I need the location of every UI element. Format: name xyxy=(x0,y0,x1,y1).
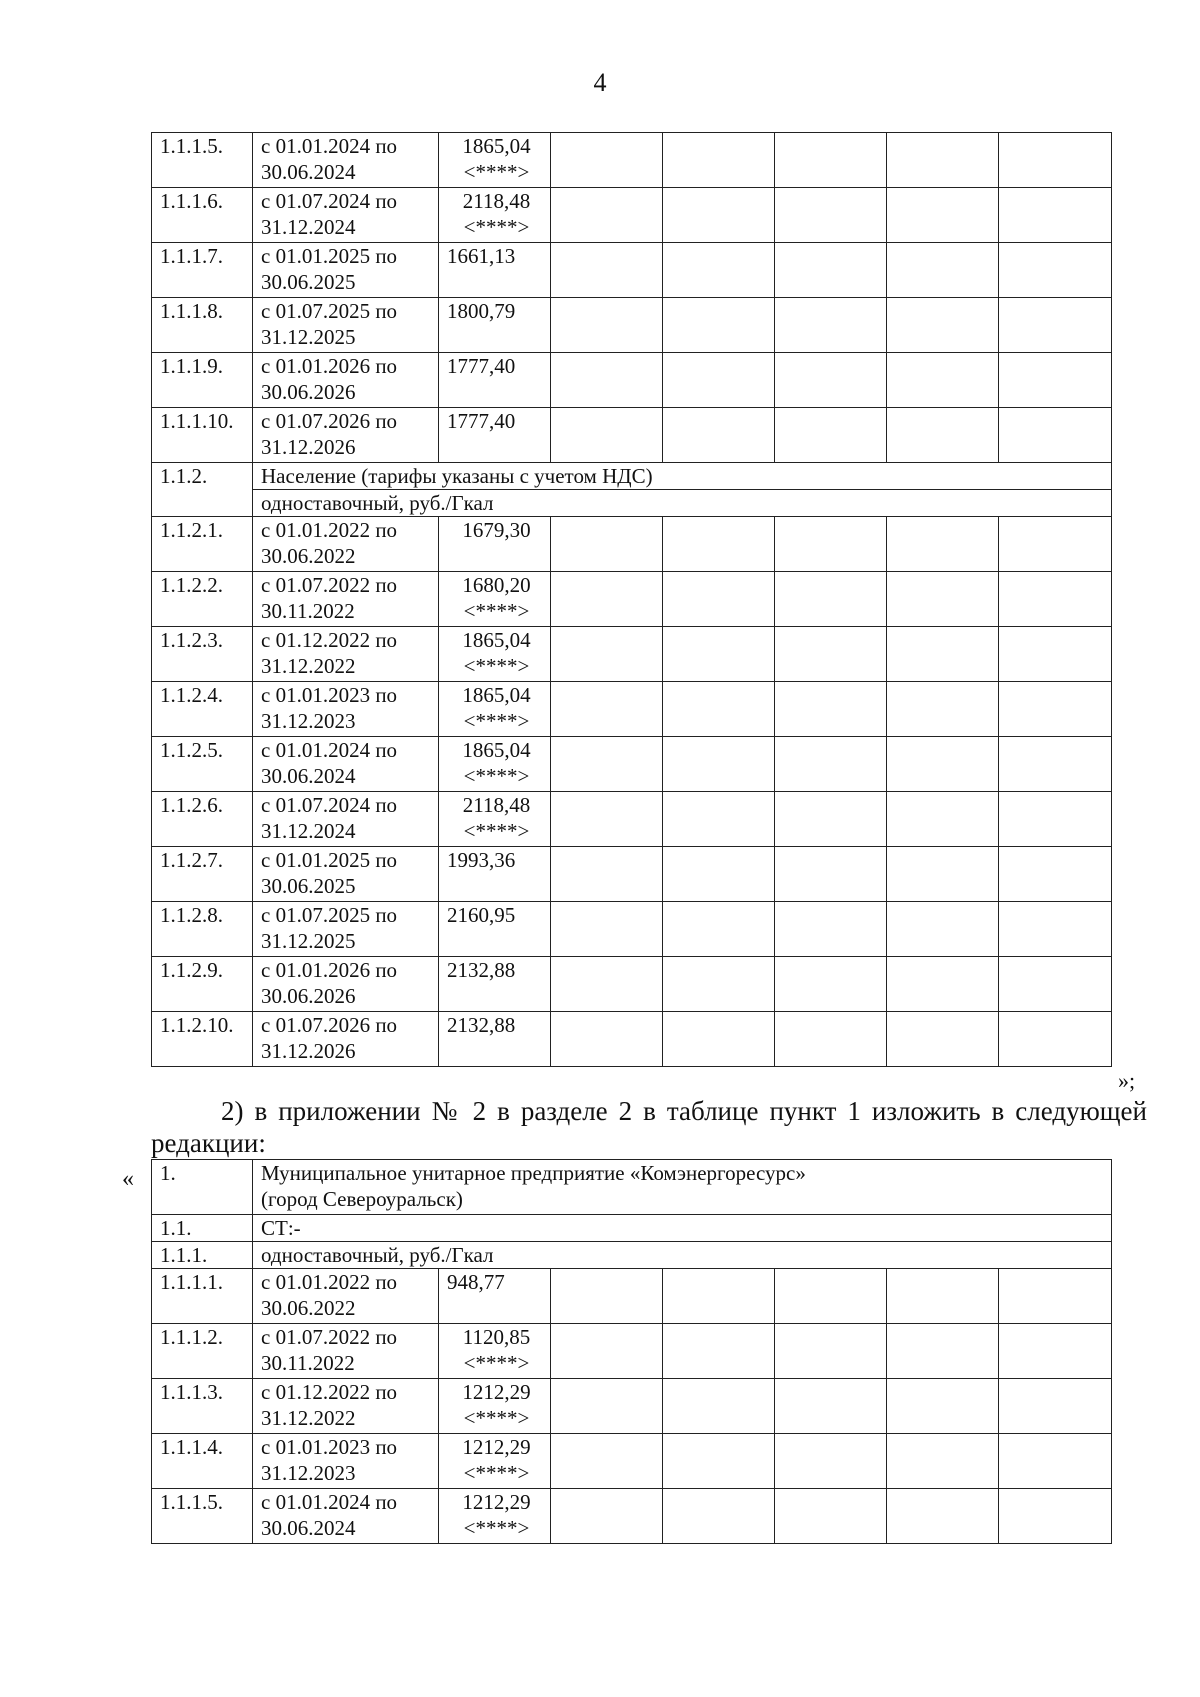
empty-cell xyxy=(663,1269,775,1324)
period-cell xyxy=(253,188,439,243)
empty-cell xyxy=(887,133,999,188)
empty-cell xyxy=(999,517,1112,572)
empty-cell xyxy=(663,133,775,188)
period-end: 31.12.2023 xyxy=(261,709,356,733)
tariff-value: 1865,04 xyxy=(462,628,531,652)
period-end: 31.12.2022 xyxy=(261,654,356,678)
empty-cell xyxy=(551,133,663,188)
table-row xyxy=(152,353,1112,408)
tariff-value: 1120,85 xyxy=(462,1325,531,1349)
period-cell xyxy=(253,627,439,682)
table-row xyxy=(152,133,1112,188)
period-cell xyxy=(253,737,439,792)
row-number: 1.1.2.5. xyxy=(152,737,253,792)
period-start: с 01.01.2022 по xyxy=(261,1270,398,1294)
footnote-marker: <****> xyxy=(463,160,530,184)
empty-cell xyxy=(775,1434,887,1489)
tariff-value: 1777,40 xyxy=(447,354,516,378)
tariff-value: 2132,88 xyxy=(447,1013,516,1037)
empty-cell xyxy=(551,737,663,792)
tariff-value: 2118,48 xyxy=(462,189,531,213)
tariff-value-cell xyxy=(439,133,551,188)
empty-cell xyxy=(663,902,775,957)
table-row xyxy=(152,188,1112,243)
tariff-value: 2132,88 xyxy=(447,958,516,982)
ct-number: 1.1. xyxy=(152,1215,253,1242)
tariff-value-cell xyxy=(439,1012,551,1067)
empty-cell xyxy=(887,188,999,243)
period-start: с 01.07.2025 по xyxy=(261,903,398,927)
period-start: с 01.01.2026 по xyxy=(261,354,398,378)
empty-cell xyxy=(663,188,775,243)
row-number: 1.1.1.6. xyxy=(152,188,253,243)
footnote-marker: <****> xyxy=(463,819,530,843)
period-cell xyxy=(253,408,439,463)
unit-label: одноставочный, руб./Гкал xyxy=(253,1242,1112,1269)
empty-cell xyxy=(999,1489,1112,1544)
empty-cell xyxy=(775,1269,887,1324)
tariff-value-cell xyxy=(439,792,551,847)
tariff-value: 1212,29 xyxy=(462,1380,531,1404)
empty-cell xyxy=(887,1269,999,1324)
empty-cell xyxy=(887,243,999,298)
footnote-marker: <****> xyxy=(463,1516,530,1540)
tariff-value: 1212,29 xyxy=(462,1435,531,1459)
table-row xyxy=(152,517,1112,572)
empty-cell xyxy=(775,627,887,682)
footnote-marker: <****> xyxy=(463,215,530,239)
empty-cell xyxy=(999,1324,1112,1379)
tariff-value-cell xyxy=(439,847,551,902)
tariff-value: 1865,04 xyxy=(462,738,531,762)
period-end: 30.06.2024 xyxy=(261,160,356,184)
empty-cell xyxy=(663,627,775,682)
empty-cell xyxy=(887,1012,999,1067)
section-title: Население (тарифы указаны с учетом НДС) xyxy=(253,463,1112,490)
period-start: с 01.01.2024 по xyxy=(261,738,398,762)
empty-cell xyxy=(775,682,887,737)
empty-cell xyxy=(663,1012,775,1067)
period-end: 31.12.2024 xyxy=(261,215,356,239)
footnote-marker: <****> xyxy=(463,1406,530,1430)
ct-label: СТ:- xyxy=(253,1215,1112,1242)
empty-cell xyxy=(551,188,663,243)
period-start: с 01.07.2024 по xyxy=(261,793,398,817)
empty-cell xyxy=(663,737,775,792)
row-number: 1.1.1.7. xyxy=(152,243,253,298)
period-end: 30.06.2022 xyxy=(261,1296,356,1320)
row-number: 1.1.1.5. xyxy=(152,1489,253,1544)
empty-cell xyxy=(663,408,775,463)
org-name-line-2: (город Североуральск) xyxy=(261,1187,463,1211)
period-cell xyxy=(253,1434,439,1489)
row-number: 1.1.1.3. xyxy=(152,1379,253,1434)
empty-cell xyxy=(999,682,1112,737)
table-row xyxy=(152,847,1112,902)
period-end: 31.12.2025 xyxy=(261,929,356,953)
tariff-value-cell xyxy=(439,298,551,353)
period-cell xyxy=(253,847,439,902)
period-cell xyxy=(253,1489,439,1544)
period-start: с 01.07.2026 по xyxy=(261,409,398,433)
empty-cell xyxy=(999,572,1112,627)
empty-cell xyxy=(551,627,663,682)
row-number: 1.1.2.8. xyxy=(152,902,253,957)
empty-cell xyxy=(775,298,887,353)
period-start: с 01.07.2022 по xyxy=(261,1325,398,1349)
tariff-value: 1800,79 xyxy=(447,299,516,323)
tariff-value: 948,77 xyxy=(447,1270,505,1294)
period-end: 30.11.2022 xyxy=(261,1351,355,1375)
empty-cell xyxy=(999,1434,1112,1489)
empty-cell xyxy=(775,792,887,847)
table-row xyxy=(152,572,1112,627)
empty-cell xyxy=(999,737,1112,792)
period-cell xyxy=(253,792,439,847)
empty-cell xyxy=(663,1434,775,1489)
table-row xyxy=(152,1012,1112,1067)
period-start: с 01.01.2025 по xyxy=(261,848,398,872)
empty-cell xyxy=(999,847,1112,902)
table-row xyxy=(152,298,1112,353)
period-start: с 01.07.2025 по xyxy=(261,299,398,323)
empty-cell xyxy=(999,408,1112,463)
tariff-value-cell xyxy=(439,737,551,792)
empty-cell xyxy=(551,957,663,1012)
empty-cell xyxy=(775,517,887,572)
row-number: 1.1.2.7. xyxy=(152,847,253,902)
period-cell xyxy=(253,682,439,737)
tariff-value-cell xyxy=(439,408,551,463)
org-name-line-1: Муниципальное унитарное предприятие «Комэнергоресурс» xyxy=(261,1161,806,1185)
empty-cell xyxy=(775,572,887,627)
empty-cell xyxy=(887,1324,999,1379)
table-row xyxy=(152,408,1112,463)
table-row xyxy=(152,957,1112,1012)
empty-cell xyxy=(999,243,1112,298)
empty-cell xyxy=(551,1324,663,1379)
footnote-marker: <****> xyxy=(463,654,530,678)
period-cell xyxy=(253,1379,439,1434)
period-start: с 01.07.2024 по xyxy=(261,189,398,213)
empty-cell xyxy=(887,572,999,627)
tariff-value: 2118,48 xyxy=(462,793,531,817)
table-row xyxy=(152,1434,1112,1489)
period-cell xyxy=(253,957,439,1012)
empty-cell xyxy=(663,1489,775,1544)
tariff-value-cell xyxy=(439,353,551,408)
empty-cell xyxy=(999,792,1112,847)
empty-cell xyxy=(999,627,1112,682)
period-start: с 01.01.2025 по xyxy=(261,244,398,268)
empty-cell xyxy=(551,1012,663,1067)
empty-cell xyxy=(663,682,775,737)
period-cell xyxy=(253,133,439,188)
period-start: с 01.07.2022 по xyxy=(261,573,398,597)
period-end: 30.11.2022 xyxy=(261,599,355,623)
empty-cell xyxy=(775,353,887,408)
tariff-value-cell xyxy=(439,1269,551,1324)
tariff-value-cell xyxy=(439,1324,551,1379)
period-cell xyxy=(253,1012,439,1067)
org-name xyxy=(253,1160,1112,1215)
period-start: с 01.01.2024 по xyxy=(261,1490,398,1514)
empty-cell xyxy=(775,133,887,188)
row-number: 1.1.1.5. xyxy=(152,133,253,188)
row-number: 1.1.1.10. xyxy=(152,408,253,463)
closing-quote: »; xyxy=(1118,1068,1136,1093)
tariff-value: 1777,40 xyxy=(447,409,516,433)
empty-cell xyxy=(663,243,775,298)
empty-cell xyxy=(999,133,1112,188)
empty-cell xyxy=(775,1379,887,1434)
tariff-table-1 xyxy=(151,132,1112,1067)
row-number: 1.1.2.10. xyxy=(152,1012,253,1067)
empty-cell xyxy=(999,1379,1112,1434)
tariff-value: 1661,13 xyxy=(447,244,516,268)
footnote-marker: <****> xyxy=(463,764,530,788)
footnote-marker: <****> xyxy=(463,1351,530,1375)
period-cell xyxy=(253,572,439,627)
tariff-value-cell xyxy=(439,572,551,627)
tariff-value: 1993,36 xyxy=(447,848,516,872)
tariff-value-cell xyxy=(439,682,551,737)
empty-cell xyxy=(999,298,1112,353)
tariff-value-cell xyxy=(439,1434,551,1489)
tariff-value-cell xyxy=(439,188,551,243)
page-number: 4 xyxy=(593,68,607,97)
period-start: с 01.07.2026 по xyxy=(261,1013,398,1037)
empty-cell xyxy=(887,517,999,572)
row-number: 1.1.2.6. xyxy=(152,792,253,847)
period-end: 30.06.2022 xyxy=(261,544,356,568)
empty-cell xyxy=(887,847,999,902)
table-row xyxy=(152,902,1112,957)
period-cell xyxy=(253,902,439,957)
empty-cell xyxy=(551,243,663,298)
empty-cell xyxy=(775,902,887,957)
table-row xyxy=(152,627,1112,682)
empty-cell xyxy=(887,902,999,957)
empty-cell xyxy=(999,1269,1112,1324)
empty-cell xyxy=(887,353,999,408)
empty-cell xyxy=(999,902,1112,957)
empty-cell xyxy=(551,847,663,902)
empty-cell xyxy=(775,1324,887,1379)
empty-cell xyxy=(551,408,663,463)
period-start: с 01.12.2022 по xyxy=(261,1380,398,1404)
period-start: с 01.01.2023 по xyxy=(261,1435,398,1459)
period-end: 30.06.2026 xyxy=(261,984,356,1008)
empty-cell xyxy=(663,1379,775,1434)
period-start: с 01.01.2022 по xyxy=(261,518,398,542)
empty-cell xyxy=(551,353,663,408)
empty-cell xyxy=(887,737,999,792)
empty-cell xyxy=(663,1324,775,1379)
empty-cell xyxy=(775,188,887,243)
empty-cell xyxy=(887,792,999,847)
period-start: с 01.01.2023 по xyxy=(261,683,398,707)
row-number: 1.1.2.1. xyxy=(152,517,253,572)
empty-cell xyxy=(887,627,999,682)
period-end: 31.12.2026 xyxy=(261,435,356,459)
tariff-value-cell xyxy=(439,517,551,572)
period-cell xyxy=(253,1324,439,1379)
empty-cell xyxy=(775,1489,887,1544)
table-row xyxy=(152,792,1112,847)
tariff-value-cell xyxy=(439,1379,551,1434)
empty-cell xyxy=(887,1379,999,1434)
period-end: 30.06.2026 xyxy=(261,380,356,404)
empty-cell xyxy=(551,792,663,847)
table-row xyxy=(152,1379,1112,1434)
empty-cell xyxy=(551,517,663,572)
period-cell xyxy=(253,1269,439,1324)
table-row xyxy=(152,1269,1112,1324)
empty-cell xyxy=(551,298,663,353)
period-end: 30.06.2025 xyxy=(261,270,356,294)
period-cell xyxy=(253,243,439,298)
tariff-value-cell xyxy=(439,957,551,1012)
table-row xyxy=(152,1489,1112,1544)
empty-cell xyxy=(663,517,775,572)
tariff-value: 1680,20 xyxy=(462,573,531,597)
period-start: с 01.01.2026 по xyxy=(261,958,398,982)
table-row xyxy=(152,682,1112,737)
tariff-value-cell xyxy=(439,1489,551,1544)
empty-cell xyxy=(663,572,775,627)
row-number: 1.1.1.9. xyxy=(152,353,253,408)
period-start: с 01.01.2024 по xyxy=(261,134,398,158)
empty-cell xyxy=(775,737,887,792)
row-number: 1.1.2.4. xyxy=(152,682,253,737)
footnote-marker: <****> xyxy=(463,1461,530,1485)
tariff-value-cell xyxy=(439,902,551,957)
footnote-marker: <****> xyxy=(463,599,530,623)
instruction-paragraph: 2) в приложении № 2 в разделе 2 в таблице пункт 1 изложить в следующей редакции: xyxy=(151,1096,1147,1158)
empty-cell xyxy=(775,957,887,1012)
period-end: 31.12.2024 xyxy=(261,819,356,843)
empty-cell xyxy=(551,1434,663,1489)
period-cell xyxy=(253,353,439,408)
opening-quote: « xyxy=(122,1166,134,1192)
tariff-value: 1865,04 xyxy=(462,134,531,158)
table-row xyxy=(152,737,1112,792)
empty-cell xyxy=(663,792,775,847)
period-end: 31.12.2023 xyxy=(261,1461,356,1485)
row-number: 1.1.2.3. xyxy=(152,627,253,682)
table-row xyxy=(152,1324,1112,1379)
empty-cell xyxy=(663,353,775,408)
empty-cell xyxy=(887,1434,999,1489)
tariff-value: 2160,95 xyxy=(447,903,516,927)
tariff-value: 1212,29 xyxy=(462,1490,531,1514)
section-number: 1.1.2. xyxy=(152,463,253,517)
period-end: 30.06.2024 xyxy=(261,764,356,788)
row-number: 1.1.2.2. xyxy=(152,572,253,627)
period-cell xyxy=(253,517,439,572)
period-end: 31.12.2022 xyxy=(261,1406,356,1430)
tariff-value-cell xyxy=(439,627,551,682)
empty-cell xyxy=(775,1012,887,1067)
period-end: 31.12.2026 xyxy=(261,1039,356,1063)
row-number: 1.1.2.9. xyxy=(152,957,253,1012)
section-unit: одноставочный, руб./Гкал xyxy=(253,490,1112,517)
period-end: 30.06.2024 xyxy=(261,1516,356,1540)
empty-cell xyxy=(999,188,1112,243)
row-number: 1.1.1.2. xyxy=(152,1324,253,1379)
row-number: 1.1.1.8. xyxy=(152,298,253,353)
empty-cell xyxy=(999,1012,1112,1067)
empty-cell xyxy=(663,298,775,353)
empty-cell xyxy=(663,957,775,1012)
empty-cell xyxy=(887,298,999,353)
empty-cell xyxy=(887,1489,999,1544)
period-end: 30.06.2025 xyxy=(261,874,356,898)
footnote-marker: <****> xyxy=(463,709,530,733)
empty-cell xyxy=(551,1489,663,1544)
tariff-value: 1865,04 xyxy=(462,683,531,707)
period-start: с 01.12.2022 по xyxy=(261,628,398,652)
row-number: 1.1.1.1. xyxy=(152,1269,253,1324)
period-end: 31.12.2025 xyxy=(261,325,356,349)
tariff-table-2 xyxy=(151,1159,1112,1544)
row-number: 1.1.1.4. xyxy=(152,1434,253,1489)
empty-cell xyxy=(999,353,1112,408)
tariff-value-cell xyxy=(439,243,551,298)
org-number: 1. xyxy=(152,1160,253,1215)
empty-cell xyxy=(775,408,887,463)
period-cell xyxy=(253,298,439,353)
empty-cell xyxy=(887,957,999,1012)
empty-cell xyxy=(887,408,999,463)
empty-cell xyxy=(551,1379,663,1434)
empty-cell xyxy=(775,243,887,298)
empty-cell xyxy=(551,902,663,957)
table-row xyxy=(152,243,1112,298)
tariff-value: 1679,30 xyxy=(462,518,531,542)
empty-cell xyxy=(999,957,1112,1012)
empty-cell xyxy=(551,1269,663,1324)
empty-cell xyxy=(887,682,999,737)
empty-cell xyxy=(663,847,775,902)
empty-cell xyxy=(551,682,663,737)
unit-number: 1.1.1. xyxy=(152,1242,253,1269)
empty-cell xyxy=(775,847,887,902)
empty-cell xyxy=(551,572,663,627)
